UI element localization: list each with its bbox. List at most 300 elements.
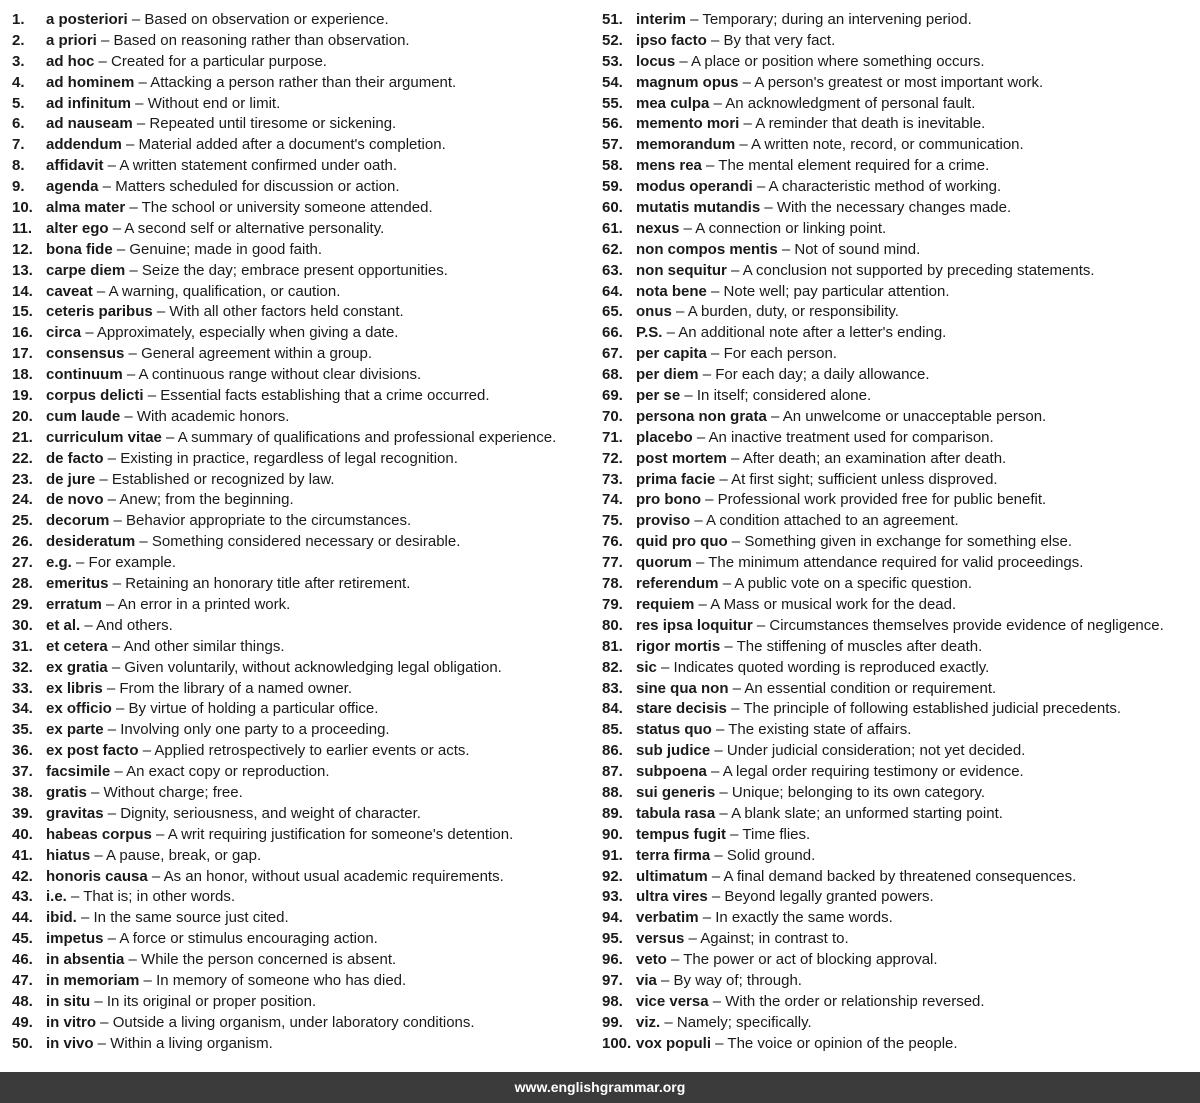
list-item <box>602 720 1194 741</box>
entry-dash: – <box>124 345 142 363</box>
entry-dash: – <box>139 971 157 989</box>
entry-dash: – <box>728 679 745 697</box>
entry-dash: – <box>143 387 161 405</box>
entry-number: 56. <box>602 115 623 133</box>
entry-number: 92. <box>602 867 623 885</box>
entry-term: ultra vires <box>636 888 708 906</box>
list-item <box>12 720 590 741</box>
entry-number: 51. <box>602 11 623 28</box>
entry-dash: – <box>666 951 684 969</box>
entry-definition: A burden, duty, or responsibility. <box>687 303 899 321</box>
entry-definition: Without end or limit. <box>147 94 281 112</box>
list-item <box>12 825 590 846</box>
list-item <box>602 846 1194 867</box>
entry-dash: – <box>727 533 745 551</box>
entry-definition: Within a living organism. <box>110 1034 273 1052</box>
list-item <box>602 699 1194 720</box>
entry-definition: With the necessary changes made. <box>776 199 1012 217</box>
entry-definition: By that very fact. <box>723 31 836 49</box>
entry-definition: A connection or linking point. <box>695 219 887 237</box>
entry-number: 70. <box>602 407 623 425</box>
entry-definition: For example. <box>88 554 177 572</box>
entry-number: 36. <box>12 742 33 760</box>
entry-term: circa <box>46 324 82 342</box>
entry-number: 83. <box>602 679 623 697</box>
entry-term: viz. <box>636 1013 661 1031</box>
list-item <box>12 992 590 1013</box>
entry-term: res ipsa loquitur <box>636 616 753 634</box>
entry-term: alter ego <box>46 219 109 237</box>
entry-dash: – <box>707 867 724 885</box>
entry-definition: For each person. <box>723 345 837 363</box>
entry-definition: A condition attached to an agreement. <box>706 512 959 530</box>
list-item <box>602 94 1194 115</box>
entry-term: ad infinitum <box>46 94 131 112</box>
left-column <box>12 10 590 1055</box>
list-item <box>602 762 1194 783</box>
entry-definition: The power or act of blocking approval. <box>683 951 938 969</box>
entry-term: proviso <box>636 512 691 530</box>
entry-dash: – <box>671 303 688 321</box>
list-item <box>12 553 590 574</box>
entry-dash: – <box>103 157 120 175</box>
entry-dash: – <box>86 783 104 801</box>
entry-definition: The principle of following established judicial precedents. <box>743 700 1122 718</box>
entry-definition: A conclusion not supported by preceding statements. <box>742 261 1095 279</box>
entry-definition: With all other factors held constant. <box>169 303 404 321</box>
entry-dash: – <box>711 1034 728 1052</box>
entry-dash: – <box>726 449 743 467</box>
entry-term: interim <box>636 11 687 28</box>
list-item <box>12 302 590 323</box>
list-item <box>12 699 590 720</box>
entry-dash: – <box>715 804 732 822</box>
entry-definition: Not of sound mind. <box>794 240 921 258</box>
entry-number: 75. <box>602 512 623 530</box>
entry-number: 31. <box>12 637 33 655</box>
entry-definition: Given voluntarily, without acknowledging legal obligation. <box>124 658 502 676</box>
entry-term: modus operandi <box>636 178 753 196</box>
list-item <box>602 407 1194 428</box>
entry-definition: A final demand backed by threatened consequences. <box>723 867 1077 885</box>
entry-dash: – <box>96 31 114 49</box>
entry-definition: A written statement confirmed under oath. <box>119 157 398 175</box>
entry-dash: – <box>103 491 120 509</box>
entry-number: 42. <box>12 867 33 885</box>
list-item <box>12 10 590 31</box>
list-item <box>602 219 1194 240</box>
entry-number: 33. <box>12 679 33 697</box>
entry-number: 30. <box>12 616 33 634</box>
entry-term: nota bene <box>636 282 707 300</box>
entry-dash: – <box>752 178 769 196</box>
entry-term: nexus <box>636 219 680 237</box>
entry-definition: By way of; through. <box>673 971 802 989</box>
entry-number: 48. <box>12 992 33 1010</box>
entry-number: 22. <box>12 449 33 467</box>
entry-dash: – <box>710 846 727 864</box>
list-item <box>602 908 1194 929</box>
entry-definition: Seize the day; embrace present opportunities. <box>141 261 448 279</box>
entry-term: persona non grata <box>636 407 767 425</box>
entry-definition: The mental element required for a crime. <box>718 157 990 175</box>
entry-definition: For each day; a daily allowance. <box>715 366 930 384</box>
entry-number: 39. <box>12 804 33 822</box>
entry-dash: – <box>720 637 737 655</box>
entry-term: placebo <box>636 428 693 446</box>
entry-definition: Beyond legally granted powers. <box>724 888 934 906</box>
list-item <box>12 490 590 511</box>
entry-dash: – <box>690 512 707 530</box>
entry-definition: In memory of someone who has died. <box>156 971 407 989</box>
entry-number: 23. <box>12 470 33 488</box>
entry-term: ex libris <box>46 679 103 697</box>
list-item <box>12 156 590 177</box>
entry-term: per capita <box>636 345 707 363</box>
entry-term: ex parte <box>46 721 104 739</box>
entry-term: sic <box>636 658 657 676</box>
entry-definition: Professional work provided free for public benefit. <box>717 491 1047 509</box>
entry-number: 11. <box>12 219 33 237</box>
entry-term: mens rea <box>636 157 702 175</box>
entry-definition: From the library of a named owner. <box>119 679 352 697</box>
entry-definition: Against; in contrast to. <box>700 930 849 948</box>
entry-term: gratis <box>46 783 87 801</box>
entry-dash: – <box>131 94 148 112</box>
entry-term: emeritus <box>46 575 109 593</box>
entry-term: pro bono <box>636 491 701 509</box>
entry-term: in absentia <box>46 951 125 969</box>
entry-definition: By virtue of holding a particular office. <box>128 700 379 718</box>
entry-definition: Note well; pay particular attention. <box>723 282 950 300</box>
entry-dash: – <box>691 554 709 572</box>
entry-term: ipso facto <box>636 31 707 49</box>
entry-definition: Outside a living organism, under laboratory conditions. <box>112 1013 475 1031</box>
entry-term: verbatim <box>636 909 699 927</box>
entry-term: post mortem <box>636 449 727 467</box>
entry-term: mutatis mutandis <box>636 199 761 217</box>
entry-definition: An additional note after a letter's ending. <box>678 324 947 342</box>
entry-term: de novo <box>46 491 104 509</box>
list-item <box>12 532 590 553</box>
entry-dash: – <box>109 512 127 530</box>
entry-definition: Established or recognized by law. <box>111 470 335 488</box>
entry-definition: In the same source just cited. <box>93 909 289 927</box>
entry-dash: – <box>135 533 152 551</box>
entry-dash: – <box>735 136 752 154</box>
entry-number: 77. <box>602 554 623 572</box>
entry-dash: – <box>108 219 125 237</box>
entry-dash: – <box>103 449 121 467</box>
list-item <box>12 679 590 700</box>
list-item <box>12 407 590 428</box>
entry-number: 4. <box>12 73 25 91</box>
entry-number: 41. <box>12 846 33 864</box>
list-item <box>12 261 590 282</box>
entry-number: 96. <box>602 951 623 969</box>
entry-definition: In itself; considered alone. <box>696 387 872 405</box>
entry-number: 85. <box>602 721 623 739</box>
entry-number: 73. <box>602 470 623 488</box>
entry-definition: A pause, break, or gap. <box>106 846 262 864</box>
entry-dash: – <box>138 742 155 760</box>
entry-term: sub judice <box>636 742 711 760</box>
entry-term: ultimatum <box>636 867 708 885</box>
entry-definition: A Mass or musical work for the dead. <box>710 595 957 613</box>
entry-term: ad nauseam <box>46 115 133 133</box>
entry-term: sui generis <box>636 783 716 801</box>
entry-term: status quo <box>636 721 712 739</box>
entry-definition: Behavior appropriate to the circumstances. <box>126 512 412 530</box>
entry-number: 99. <box>602 1013 623 1031</box>
entry-number: 24. <box>12 491 33 509</box>
list-item <box>602 825 1194 846</box>
entry-definition: And others. <box>96 616 173 634</box>
entry-number: 26. <box>12 533 33 551</box>
entry-definition: An essential condition or requirement. <box>744 679 997 697</box>
list-item <box>602 1034 1194 1055</box>
entry-number: 13. <box>12 261 33 279</box>
entry-number: 87. <box>602 763 623 781</box>
entry-definition: An error in a printed work. <box>117 595 291 613</box>
entry-dash: – <box>107 637 124 655</box>
entry-dash: – <box>698 366 716 384</box>
entry-dash: – <box>107 658 125 676</box>
entry-dash: – <box>686 11 703 28</box>
entry-definition: Repeated until tiresome or sickening. <box>149 115 397 133</box>
entry-term: bona fide <box>46 240 113 258</box>
list-item <box>602 804 1194 825</box>
entry-dash: – <box>134 73 151 91</box>
entry-dash: – <box>738 73 755 91</box>
entry-definition: A second self or alternative personality. <box>124 219 385 237</box>
entry-number: 49. <box>12 1013 33 1031</box>
list-item <box>12 887 590 908</box>
entry-number: 27. <box>12 554 33 572</box>
entry-term: via <box>636 971 657 989</box>
entry-dash: – <box>766 407 783 425</box>
list-item <box>12 114 590 135</box>
entry-definition: General agreement within a group. <box>141 345 373 363</box>
list-item <box>12 929 590 950</box>
entry-term: in memoriam <box>46 971 140 989</box>
list-item <box>12 323 590 344</box>
entry-term: a posteriori <box>46 11 128 28</box>
entry-definition: As an honor, without usual academic requirements. <box>163 867 504 885</box>
entry-term: caveat <box>46 282 93 300</box>
list-item <box>602 31 1194 52</box>
entry-number: 1. <box>12 11 25 28</box>
entry-definition: A summary of qualifications and professional experience. <box>177 428 557 446</box>
footer-url: www.englishgrammar.org <box>514 1079 686 1095</box>
entry-definition: A reminder that death is inevitable. <box>755 115 986 133</box>
entry-number: 18. <box>12 366 33 384</box>
entry-term: corpus delicti <box>46 387 144 405</box>
entry-definition: Created for a particular purpose. <box>111 52 327 70</box>
entry-definition: An exact copy or reproduction. <box>126 763 330 781</box>
list-item <box>602 449 1194 470</box>
list-item <box>602 490 1194 511</box>
entry-definition: Existing in practice, regardless of legal recognition. <box>120 449 458 467</box>
entry-term: et al. <box>46 616 81 634</box>
entry-definition: A blank slate; an unformed starting point. <box>731 804 1003 822</box>
entry-definition: Time flies. <box>742 825 811 843</box>
list-item <box>12 741 590 762</box>
entry-number: 43. <box>12 888 33 906</box>
entry-number: 71. <box>602 428 623 446</box>
entry-term: mea culpa <box>636 94 710 112</box>
list-item <box>602 637 1194 658</box>
entry-term: e.g. <box>46 554 72 572</box>
entry-term: carpe diem <box>46 261 126 279</box>
entry-term: addendum <box>46 136 122 154</box>
entry-definition: And other similar things. <box>123 637 285 655</box>
list-item <box>12 908 590 929</box>
entry-term: vice versa <box>636 992 709 1010</box>
entry-dash: – <box>760 199 777 217</box>
entry-dash: – <box>90 992 107 1010</box>
entry-dash: – <box>103 721 121 739</box>
list-item <box>602 595 1194 616</box>
list-item <box>12 365 590 386</box>
entry-number: 53. <box>602 52 623 70</box>
list-item <box>602 198 1194 219</box>
entry-definition: Retaining an honorary title after retirement. <box>125 575 411 593</box>
entry-definition: A legal order requiring testimony or evidence. <box>722 763 1024 781</box>
entry-dash: – <box>96 1013 113 1031</box>
entry-dash: – <box>752 616 770 634</box>
entry-term: continuum <box>46 366 123 384</box>
entry-number: 37. <box>12 763 33 781</box>
list-item <box>602 323 1194 344</box>
list-item <box>12 574 590 595</box>
entry-dash: – <box>726 700 744 718</box>
entry-dash: – <box>715 783 732 801</box>
list-item <box>602 971 1194 992</box>
entry-dash: – <box>80 616 97 634</box>
entry-definition: The existing state of affairs. <box>728 721 912 739</box>
entry-definition: That is; in other words. <box>83 888 235 906</box>
list-item <box>12 616 590 637</box>
entry-number: 9. <box>12 178 25 196</box>
entry-number: 100. <box>602 1034 632 1052</box>
list-item <box>602 658 1194 679</box>
entry-number: 79. <box>602 595 623 613</box>
list-item <box>602 177 1194 198</box>
list-item <box>602 992 1194 1013</box>
entry-dash: – <box>103 930 120 948</box>
entry-number: 12. <box>12 240 33 258</box>
entry-dash: – <box>708 992 726 1010</box>
entry-definition: An inactive treatment used for comparison. <box>708 428 994 446</box>
entry-number: 28. <box>12 575 33 593</box>
entry-dash: – <box>161 428 178 446</box>
list-item <box>12 762 590 783</box>
entry-term: sine qua non <box>636 679 729 697</box>
entry-definition: Indicates quoted wording is reproduced exactly. <box>673 658 990 676</box>
entry-number: 74. <box>602 491 623 509</box>
entry-term: ex officio <box>46 700 112 718</box>
list-item <box>12 219 590 240</box>
entry-number: 17. <box>12 345 33 363</box>
entry-number: 95. <box>602 930 623 948</box>
entry-number: 46. <box>12 951 33 969</box>
entry-definition: Attacking a person rather than their argument. <box>150 73 457 91</box>
entry-term: non compos mentis <box>636 240 778 258</box>
entry-number: 44. <box>12 909 33 927</box>
entry-number: 78. <box>602 575 623 593</box>
list-item <box>602 553 1194 574</box>
list-item <box>602 929 1194 950</box>
entry-term: alma mater <box>46 199 126 217</box>
list-item <box>12 470 590 491</box>
entry-term: quid pro quo <box>636 533 728 551</box>
list-item <box>602 1013 1194 1034</box>
entry-dash: – <box>656 658 674 676</box>
entry-dash: – <box>726 261 743 279</box>
list-item <box>602 887 1194 908</box>
entry-dash: – <box>125 199 142 217</box>
entry-term: non sequitur <box>636 261 727 279</box>
entry-dash: – <box>92 282 109 300</box>
entry-dash: – <box>151 825 168 843</box>
entry-dash: – <box>103 804 121 822</box>
list-item <box>602 156 1194 177</box>
list-item <box>12 428 590 449</box>
entry-definition: After death; an examination after death. <box>742 449 1007 467</box>
entry-definition: Temporary; during an intervening period. <box>702 11 972 28</box>
entry-dash: – <box>102 679 120 697</box>
entry-definition: Based on observation or experience. <box>144 11 389 28</box>
list-item <box>12 595 590 616</box>
entry-term: de jure <box>46 470 96 488</box>
entry-dash: – <box>71 554 89 572</box>
list-item <box>602 52 1194 73</box>
entry-dash: – <box>698 909 716 927</box>
entry-dash: – <box>121 136 139 154</box>
entry-number: 50. <box>12 1034 33 1052</box>
list-item <box>602 616 1194 637</box>
right-column <box>602 10 1194 1055</box>
list-item <box>602 135 1194 156</box>
entry-number: 58. <box>602 157 623 175</box>
entry-definition: An acknowledgment of personal fault. <box>725 94 976 112</box>
entry-number: 25. <box>12 512 33 530</box>
entry-definition: A public vote on a specific question. <box>734 575 973 593</box>
entry-definition: Solid ground. <box>726 846 816 864</box>
entry-dash: – <box>706 282 724 300</box>
entry-term: referendum <box>636 575 719 593</box>
entry-term: veto <box>636 951 667 969</box>
entry-number: 76. <box>602 533 623 551</box>
entry-dash: – <box>111 700 129 718</box>
list-item <box>12 637 590 658</box>
entry-dash: – <box>66 888 84 906</box>
entry-dash: – <box>679 219 696 237</box>
entry-term: ex post facto <box>46 742 139 760</box>
entry-definition: A place or position where something occurs. <box>691 52 985 70</box>
entry-dash: – <box>132 115 150 133</box>
entry-dash: – <box>110 763 127 781</box>
entry-number: 6. <box>12 115 25 133</box>
entry-dash: – <box>692 428 709 446</box>
list-item <box>12 511 590 532</box>
entry-number: 89. <box>602 804 623 822</box>
entry-definition: Namely; specifically. <box>676 1013 812 1031</box>
entry-definition: Applied retrospectively to earlier events or acts. <box>154 742 470 760</box>
entry-term: curriculum vitae <box>46 428 162 446</box>
entry-definition: An unwelcome or unacceptable person. <box>782 407 1047 425</box>
